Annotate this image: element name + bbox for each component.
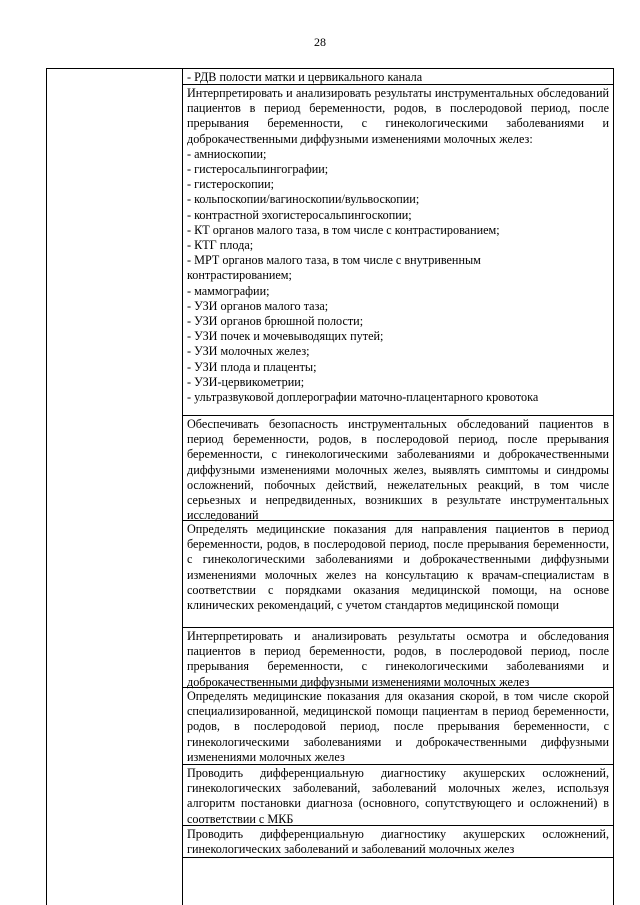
row-text: Проводить дифференциальную диагностику акушерских осложнений, гинекологических заболеваний и заболеваний молочных желез [187,827,609,857]
page-number: 28 [314,35,326,49]
list-item: - маммографии; [187,283,270,298]
table-row-rdv [183,69,613,85]
list-item: - УЗИ-цервикометрии; [187,374,305,389]
competency-table [46,68,614,905]
list-item: - контрастной эхогистеросальпингоскопии; [187,207,412,222]
right-column [183,69,613,858]
list-item: - амниоскопии; [187,146,267,161]
list-item: - РДВ полости матки и цервикального канала [187,70,423,84]
row-text: Определять медицинские показания для направления пациентов в период беременности, родов, в послеродовой период, после прерывания беременности, с гинекологическими заболеваниями и доброкачественными диффузными изменениями молочных желез на консультацию к врачам-специалистам в соответствии с порядками оказания медицинской помощи, на основе клинических рекомендаций, с учетом стандартов медицинской помощи [187,522,609,613]
table-row-interpret-exam [183,628,613,688]
row-intro-text: Интерпретировать и анализировать результаты инструментальных обследований пациентов в период беременности, родов, в послеродовой период, после прерывания беременности, с гинекологическими заболеваниями и доброкачественными диффузными изменениями молочных желез: [187,86,609,146]
list-item: - МРТ органов малого таза, в том числе с внутривенным [187,253,481,268]
list-item: - гистеросальпингографии; [187,162,329,177]
list-item: - УЗИ молочных желез; [187,344,310,359]
list-item: - КТГ плода; [187,238,254,253]
row-text: Обеспечивать безопасность инструментальных обследований пациентов в период беременности, родов, в послеродовой период, после прерывания беременности, с гинекологическими заболеваниями и доброкачественными диффузными изменениями молочных желез, выявлять симптомы и синдромы осложнений, побочных действий, нежелательных реакций, в том числе серьезных и непредвиденных, возникших в результате инструментальных исследований [187,417,609,523]
list-item: - гистероскопии; [187,177,275,192]
list-item: - ультразвуковой доплерографии маточно-плацентарного кровотока [187,390,539,405]
list-item: - УЗИ почек и мочевыводящих путей; [187,329,384,344]
table-row-differential-diagnosis-icd [183,765,613,826]
list-item: - УЗИ органов брюшной полости; [187,314,364,329]
list-item: - КТ органов малого таза, в том числе с контрастированием; [187,222,500,237]
list-item: контрастированием; [187,268,292,283]
table-row-consult-indications [183,521,613,628]
row-text: Проводить дифференциальную диагностику акушерских осложнений, гинекологических заболеваний, заболеваний молочных желез, используя алгоритм постановки диагноза (основного, сопутствующего и осложнений) в соответствии с МКБ [187,766,609,826]
row-text: Определять медицинские показания для оказания скорой, в том числе скорой специализированной, медицинской помощи пациентам в период беременности, родов, в послеродовой период, после прерывания беременности, с гинекологическими заболеваниями и доброкачественными диффузными изменениями молочных желез [187,689,609,764]
list-item: - кольпоскопии/вагиноскопии/вульвоскопии; [187,192,420,207]
table-row-emergency-indications [183,688,613,765]
list-item: - УЗИ органов малого таза; [187,298,329,313]
left-column-cell [47,69,183,905]
table-row-differential-diagnosis [183,826,613,858]
table-row-ensure-safety [183,416,613,521]
table-row-interpret-instrumental [183,85,613,416]
row-text: Интерпретировать и анализировать результаты осмотра и обследования пациентов в период беременности, родов, в послеродовой период, после прерывания беременности, с гинекологическими заболеваниями и доброкачественными диффузными изменениями молочных желез [187,629,609,689]
list-item: - УЗИ плода и плаценты; [187,359,317,374]
